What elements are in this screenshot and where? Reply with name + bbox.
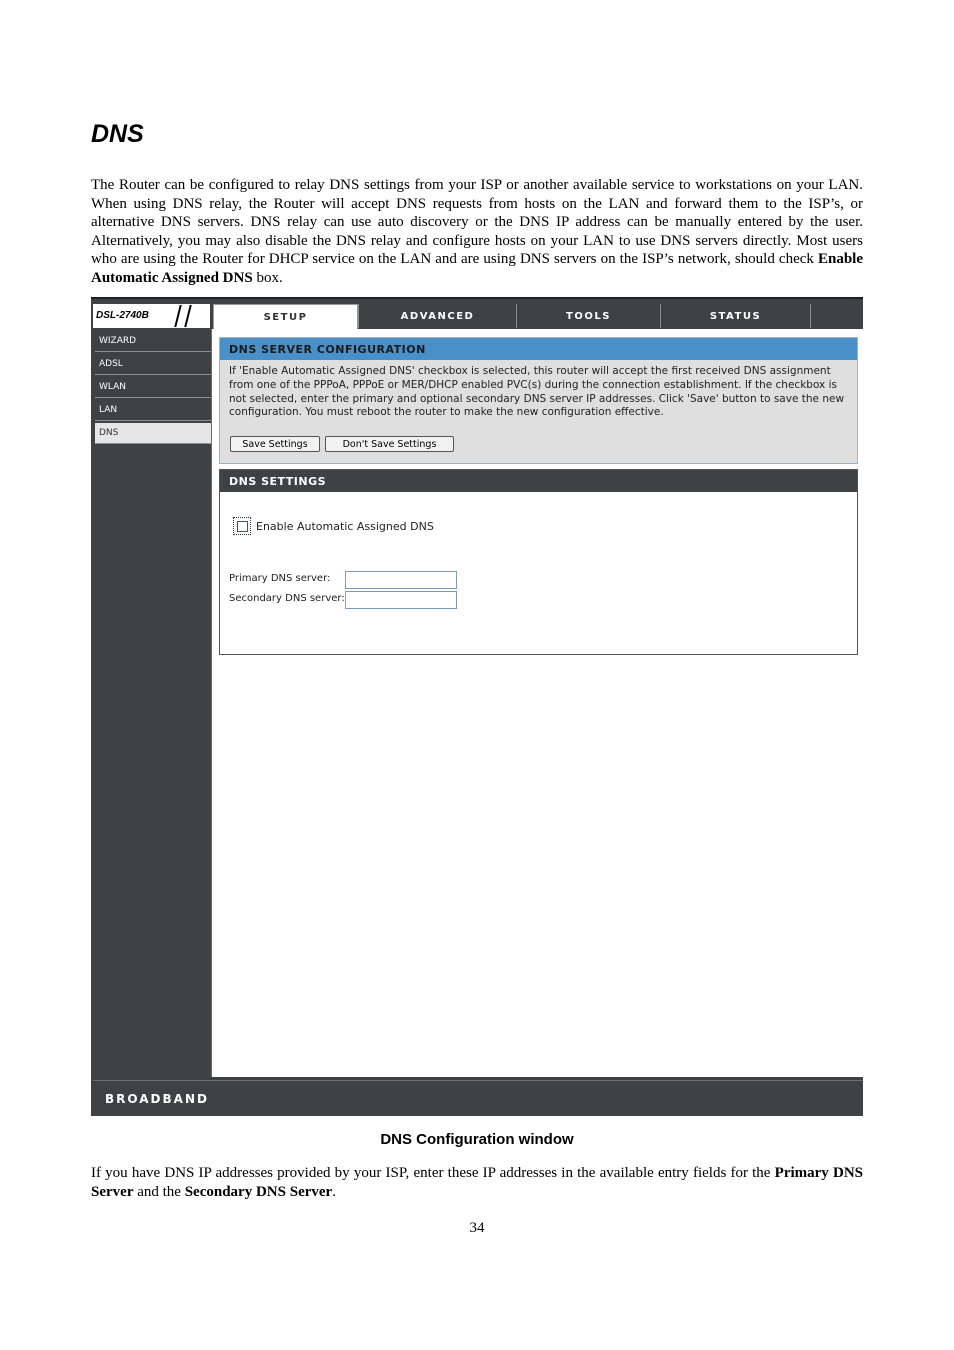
page-number: 34: [469, 1220, 485, 1236]
dns-config-panel: [219, 337, 858, 464]
intro-paragraph: [91, 176, 863, 288]
secondary-dns-input[interactable]: [345, 591, 457, 609]
tab-empty: [810, 304, 863, 328]
logo-slash-icon: [184, 305, 191, 327]
tab-setup[interactable]: SETUP: [213, 304, 358, 330]
sidebar-item-lan[interactable]: LAN: [95, 400, 211, 421]
sidebar-item-dns[interactable]: DNS: [95, 423, 211, 444]
footer-bar: [93, 1080, 863, 1116]
tab-status[interactable]: STATUS: [660, 304, 810, 328]
save-settings-button[interactable]: Save Settings: [230, 436, 320, 452]
auto-dns-label: Enable Automatic Assigned DNS: [256, 520, 434, 533]
tab-tools[interactable]: TOOLS: [516, 304, 660, 328]
sidebar: [93, 329, 212, 1077]
footer-brand: BROADBAND: [105, 1092, 209, 1106]
sidebar-item-wizard[interactable]: WIZARD: [95, 331, 211, 352]
sidebar-item-wlan[interactable]: WLAN: [95, 377, 211, 398]
closing-mid: and the: [133, 1183, 185, 1200]
intro-tail: box.: [252, 269, 283, 286]
primary-dns-input[interactable]: [345, 571, 457, 589]
closing-bold-secondary: Secondary DNS Server: [184, 1183, 333, 1200]
dns-settings-panel: [219, 469, 858, 655]
intro-bold: Enable Automatic Assigned DNS: [91, 251, 863, 286]
secondary-dns-label: Secondary DNS server:: [229, 593, 345, 604]
dont-save-settings-button[interactable]: Don't Save Settings: [325, 436, 454, 452]
primary-dns-label: Primary DNS server:: [229, 573, 331, 584]
dns-config-description: If 'Enable Automatic Assigned DNS' checkbox is selected, this router will accept the first received DNS assignment from one of the PPPoA, PPPoE or MER/DHCP enabled PVC(s) during the connection establishment. If the checkbox is not selected, enter the primary and optional secondary DNS server IP addresses. Click 'Save' button to save the new configuration. You must reboot the router to make the new configuration effective.: [229, 365, 845, 419]
router-ui-screenshot: [91, 297, 863, 1116]
sidebar-item-adsl[interactable]: ADSL: [95, 354, 211, 375]
closing-bold-primary: Primary DNS Server: [91, 1165, 863, 1200]
closing-paragraph: [91, 1164, 863, 1201]
figure-caption: DNS Configuration window: [380, 1131, 574, 1148]
model-logo: [93, 304, 210, 328]
page-heading: DNS: [91, 120, 144, 148]
auto-dns-checkbox-focus: [233, 517, 251, 535]
dns-config-title: DNS SERVER CONFIGURATION: [220, 338, 857, 360]
logo-slash-icon: [174, 305, 181, 327]
intro-text: The Router can be configured to relay DNS settings from your ISP or another available service to workstations on your LAN. When using DNS relay, the Router will accept DNS requests from hosts on the LAN and forward them to the ISP’s, or alternative DNS servers. DNS relay can use auto discovery or the DNS IP address can be manually entered by the user. Alternatively, you may also disable the DNS relay and configure hosts on your LAN to use DNS servers directly. Most users who are using the Router for DHCP service on the LAN and are using DNS servers on the ISP’s network, should check: [91, 177, 863, 268]
tab-advanced[interactable]: ADVANCED: [358, 304, 516, 328]
dns-settings-title: DNS SETTINGS: [220, 470, 857, 492]
closing-end: .: [332, 1183, 336, 1200]
model-name: DSL-2740B: [96, 310, 149, 321]
main-content: [212, 329, 863, 1077]
closing-pre: If you have DNS IP addresses provided by your ISP, enter these IP addresses in the available entry fields for the: [91, 1165, 775, 1181]
top-bar: [91, 297, 863, 331]
auto-dns-checkbox[interactable]: [237, 521, 248, 532]
